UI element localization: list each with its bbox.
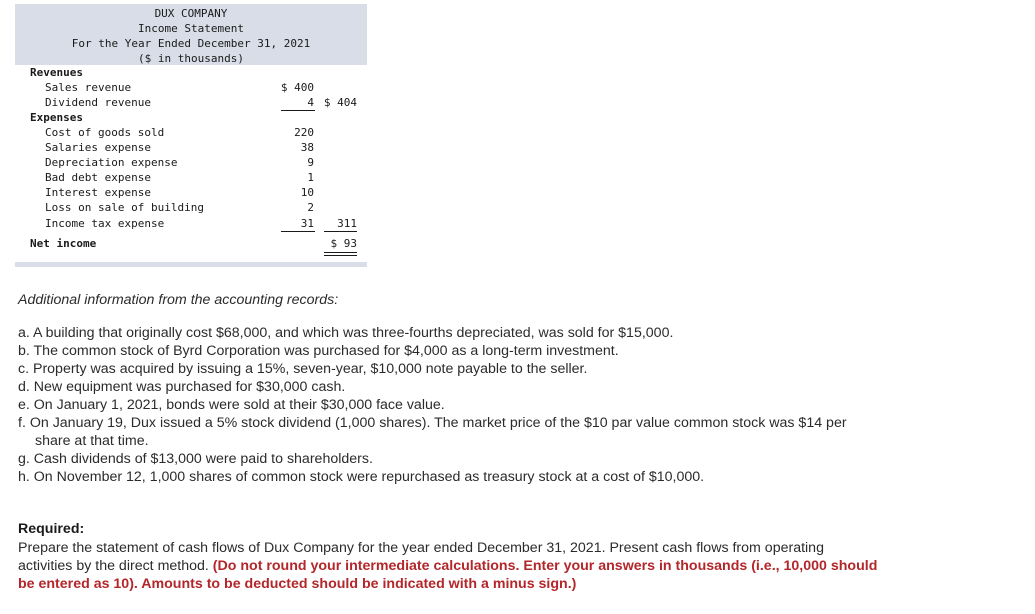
expense-label: Interest expense [45,186,151,199]
expense-amount: 220 [294,126,314,139]
info-item: c. Property was acquired by issuing a 15%, seven-year, $10,000 note payable to the seller. [18,361,588,377]
info-item: a. A building that originally cost $68,000, and which was three-fourths depreciated, was sold for $15,000. [18,325,674,341]
info-item: e. On January 1, 2021, bonds were sold at their $30,000 face value. [18,397,445,413]
expense-label: Salaries expense [45,141,151,154]
revenue-amount: 4 [307,96,314,109]
info-item: d. New equipment was purchased for $30,000 cash. [18,379,346,395]
info-item: f. On January 19, Dux issued a 5% stock dividend (1,000 shares). The market price of the $10 par value common stock was $14 per [18,415,847,431]
expenses-total: 311 [337,217,357,230]
statement-footer-bar [15,262,367,267]
expense-label: Depreciation expense [45,156,178,169]
revenue-label: Dividend revenue [45,96,151,109]
expenses-heading: Expenses [30,111,83,124]
expense-label: Income tax expense [45,217,165,230]
info-item-continuation: share at that time. [35,433,149,449]
required-line-2 [18,557,877,575]
company-name: DUX COMPANY [154,7,228,20]
net-income-amount: $ 93 [330,237,357,250]
expense-label: Bad debt expense [45,171,151,184]
expense-amount: 38 [300,141,314,154]
revenues-heading: Revenues [30,66,83,79]
revenue-label: Sales revenue [45,81,132,94]
revenue-amount: $ 400 [280,81,314,94]
required-instruction: (Do not round your intermediate calculations. Enter your answers in thousands (i.e., 10,000 should [212,558,878,574]
statement-units: ($ in thousands) [138,52,244,65]
statement-header [15,4,367,65]
expense-amount: 2 [307,201,314,214]
required-line-3: be entered as 10). Amounts to be deducted should be indicated with a minus sign.) [18,576,577,592]
info-item: h. On November 12, 1,000 shares of common stock were repurchased as treasury stock at a cost of $10,000. [18,469,705,485]
required-line-1: Prepare the statement of cash flows of Dux Company for the year ended December 31, 2021. Present cash flows from operating [18,540,824,556]
info-item: g. Cash dividends of $13,000 were paid to shareholders. [18,451,373,467]
info-item: b. The common stock of Byrd Corporation was purchased for $4,000 as a long-term investment. [18,343,619,359]
required-label: Required: [18,521,85,537]
double-underline-top [324,252,357,253]
statement-title: Income Statement [138,22,244,35]
expense-amount: 1 [307,171,314,184]
subtotal-underline [281,110,315,111]
expense-label: Cost of goods sold [45,126,165,139]
additional-heading: Additional information from the accounting records: [18,292,339,308]
required-line-2-plain: activities by the direct method. [18,558,213,574]
statement-period: For the Year Ended December 31, 2021 [71,37,311,50]
income-statement [15,4,367,267]
expense-amount: 10 [300,186,314,199]
expense-label: Loss on sale of building [45,201,204,214]
net-income-label: Net income [30,237,97,250]
double-underline-bottom [324,255,357,256]
expense-amount: 9 [307,156,314,169]
expense-amount: 31 [300,217,314,230]
revenues-total: $ 404 [323,96,357,109]
subtotal-underline [281,231,315,232]
total-underline [324,231,357,232]
